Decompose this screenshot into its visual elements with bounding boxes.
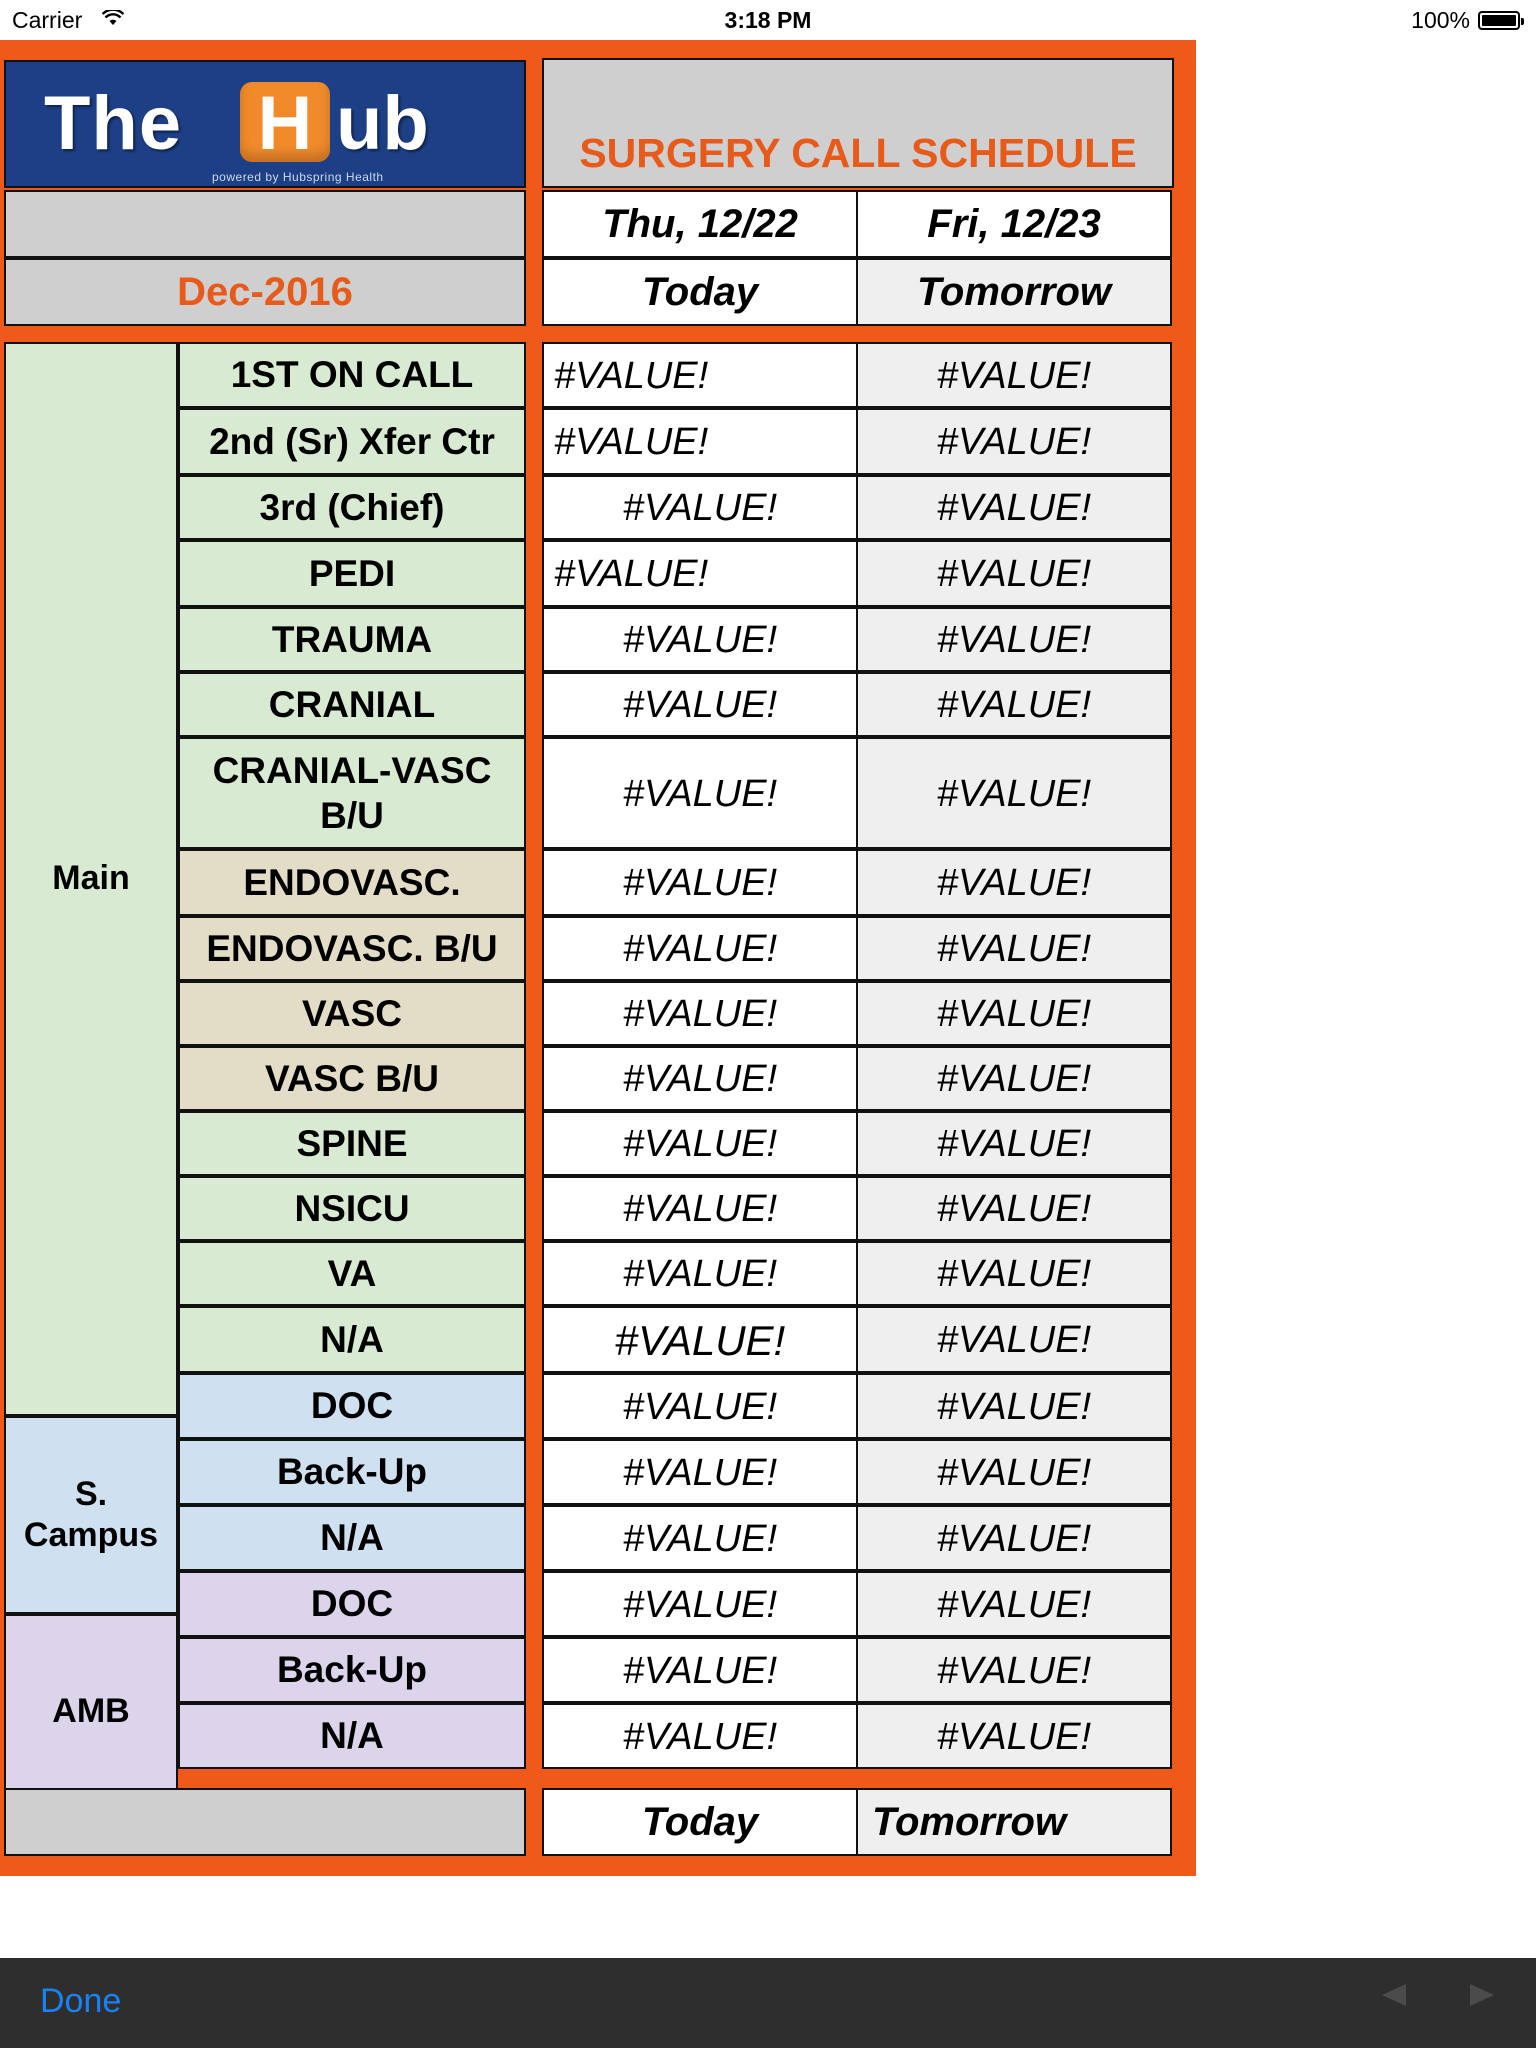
today-value[interactable]: #VALUE! bbox=[542, 737, 858, 849]
row-label[interactable]: N/A bbox=[178, 1306, 526, 1373]
row-label[interactable]: ENDOVASC. bbox=[178, 849, 526, 916]
tomorrow-value[interactable]: #VALUE! bbox=[856, 1241, 1172, 1306]
status-bar bbox=[0, 0, 1536, 40]
bottom-toolbar bbox=[0, 1958, 1536, 2048]
next-icon[interactable] bbox=[1470, 1984, 1494, 2006]
tomorrow-value[interactable]: #VALUE! bbox=[856, 1373, 1172, 1439]
row-label[interactable]: VA bbox=[178, 1241, 526, 1306]
row-label[interactable]: N/A bbox=[178, 1703, 526, 1769]
row-label[interactable]: CRANIAL-VASC B/U bbox=[178, 737, 526, 849]
previous-icon[interactable] bbox=[1382, 1984, 1406, 2006]
tomorrow-value[interactable]: #VALUE! bbox=[856, 1703, 1172, 1769]
today-value[interactable]: #VALUE! bbox=[542, 981, 858, 1046]
row-label[interactable]: TRAUMA bbox=[178, 607, 526, 672]
row-label[interactable]: CRANIAL bbox=[178, 672, 526, 737]
today-value[interactable]: #VALUE! bbox=[542, 672, 858, 737]
tomorrow-value[interactable]: #VALUE! bbox=[856, 916, 1172, 981]
hub-logo: The H ub powered by Hubspring Health bbox=[4, 60, 526, 188]
tomorrow-value[interactable]: #VALUE! bbox=[856, 475, 1172, 540]
row-label[interactable]: Back-Up bbox=[178, 1439, 526, 1505]
carrier-label: Carrier bbox=[12, 7, 83, 33]
row-label[interactable]: NSICU bbox=[178, 1176, 526, 1241]
tomorrow-value[interactable]: #VALUE! bbox=[856, 540, 1172, 607]
today-value[interactable]: #VALUE! bbox=[542, 1439, 858, 1505]
tomorrow-value[interactable]: #VALUE! bbox=[856, 607, 1172, 672]
column-today[interactable]: Today bbox=[542, 258, 858, 326]
today-value[interactable]: #VALUE! bbox=[542, 1046, 858, 1111]
tomorrow-value[interactable]: #VALUE! bbox=[856, 1176, 1172, 1241]
today-value[interactable]: #VALUE! bbox=[542, 607, 858, 672]
date-tomorrow[interactable]: Fri, 12/23 bbox=[856, 190, 1172, 258]
today-value[interactable]: #VALUE! bbox=[542, 342, 858, 408]
tomorrow-value[interactable]: #VALUE! bbox=[856, 1111, 1172, 1176]
footer-blank bbox=[4, 1788, 526, 1856]
footer-today[interactable]: Today bbox=[542, 1788, 858, 1856]
row-label[interactable]: 1ST ON CALL bbox=[178, 342, 526, 408]
tomorrow-value[interactable]: #VALUE! bbox=[856, 849, 1172, 916]
tomorrow-value[interactable]: #VALUE! bbox=[856, 981, 1172, 1046]
tomorrow-value[interactable]: #VALUE! bbox=[856, 737, 1172, 849]
clock: 3:18 PM bbox=[724, 7, 812, 33]
group-s-campus[interactable]: S. Campus bbox=[4, 1416, 178, 1614]
column-tomorrow[interactable]: Tomorrow bbox=[856, 258, 1172, 326]
schedule-sheet[interactable] bbox=[0, 40, 1196, 1876]
today-value[interactable]: #VALUE! bbox=[542, 408, 858, 475]
row-label[interactable]: Back-Up bbox=[178, 1637, 526, 1703]
row-label[interactable]: ENDOVASC. B/U bbox=[178, 916, 526, 981]
group-amb[interactable]: AMB bbox=[4, 1614, 178, 1810]
row-label[interactable]: VASC B/U bbox=[178, 1046, 526, 1111]
battery-icon bbox=[1478, 11, 1520, 30]
month-label: Dec-2016 bbox=[4, 258, 526, 326]
tomorrow-value[interactable]: #VALUE! bbox=[856, 1046, 1172, 1111]
today-value[interactable]: #VALUE! bbox=[542, 1306, 858, 1373]
row-label[interactable]: N/A bbox=[178, 1505, 526, 1571]
footer-tomorrow[interactable]: Tomorrow bbox=[856, 1788, 1172, 1856]
today-value[interactable]: #VALUE! bbox=[542, 540, 858, 607]
today-value[interactable]: #VALUE! bbox=[542, 1637, 858, 1703]
battery-percent: 100% bbox=[1411, 7, 1470, 33]
row-label[interactable]: PEDI bbox=[178, 540, 526, 607]
today-value[interactable]: #VALUE! bbox=[542, 1571, 858, 1637]
row-label[interactable]: DOC bbox=[178, 1571, 526, 1637]
tomorrow-value[interactable]: #VALUE! bbox=[856, 1571, 1172, 1637]
today-value[interactable]: #VALUE! bbox=[542, 475, 858, 540]
tomorrow-value[interactable]: #VALUE! bbox=[856, 1439, 1172, 1505]
row-label[interactable]: VASC bbox=[178, 981, 526, 1046]
today-value[interactable]: #VALUE! bbox=[542, 1373, 858, 1439]
tomorrow-value[interactable]: #VALUE! bbox=[856, 408, 1172, 475]
tomorrow-value[interactable]: #VALUE! bbox=[856, 1505, 1172, 1571]
today-value[interactable]: #VALUE! bbox=[542, 1111, 858, 1176]
header-blank bbox=[4, 190, 526, 258]
row-label[interactable]: 3rd (Chief) bbox=[178, 475, 526, 540]
today-value[interactable]: #VALUE! bbox=[542, 1703, 858, 1769]
today-value[interactable]: #VALUE! bbox=[542, 1505, 858, 1571]
date-today[interactable]: Thu, 12/22 bbox=[542, 190, 858, 258]
tomorrow-value[interactable]: #VALUE! bbox=[856, 1306, 1172, 1373]
tomorrow-value[interactable]: #VALUE! bbox=[856, 342, 1172, 408]
today-value[interactable]: #VALUE! bbox=[542, 1176, 858, 1241]
today-value[interactable]: #VALUE! bbox=[542, 916, 858, 981]
row-label[interactable]: SPINE bbox=[178, 1111, 526, 1176]
group-main[interactable]: Main bbox=[4, 342, 178, 1416]
tomorrow-value[interactable]: #VALUE! bbox=[856, 672, 1172, 737]
row-label[interactable]: 2nd (Sr) Xfer Ctr bbox=[178, 408, 526, 475]
done-button[interactable]: Done bbox=[40, 1982, 122, 2020]
tomorrow-value[interactable]: #VALUE! bbox=[856, 1637, 1172, 1703]
today-value[interactable]: #VALUE! bbox=[542, 849, 858, 916]
row-label[interactable]: DOC bbox=[178, 1373, 526, 1439]
schedule-title: SURGERY CALL SCHEDULE bbox=[542, 58, 1174, 188]
today-value[interactable]: #VALUE! bbox=[542, 1241, 858, 1306]
